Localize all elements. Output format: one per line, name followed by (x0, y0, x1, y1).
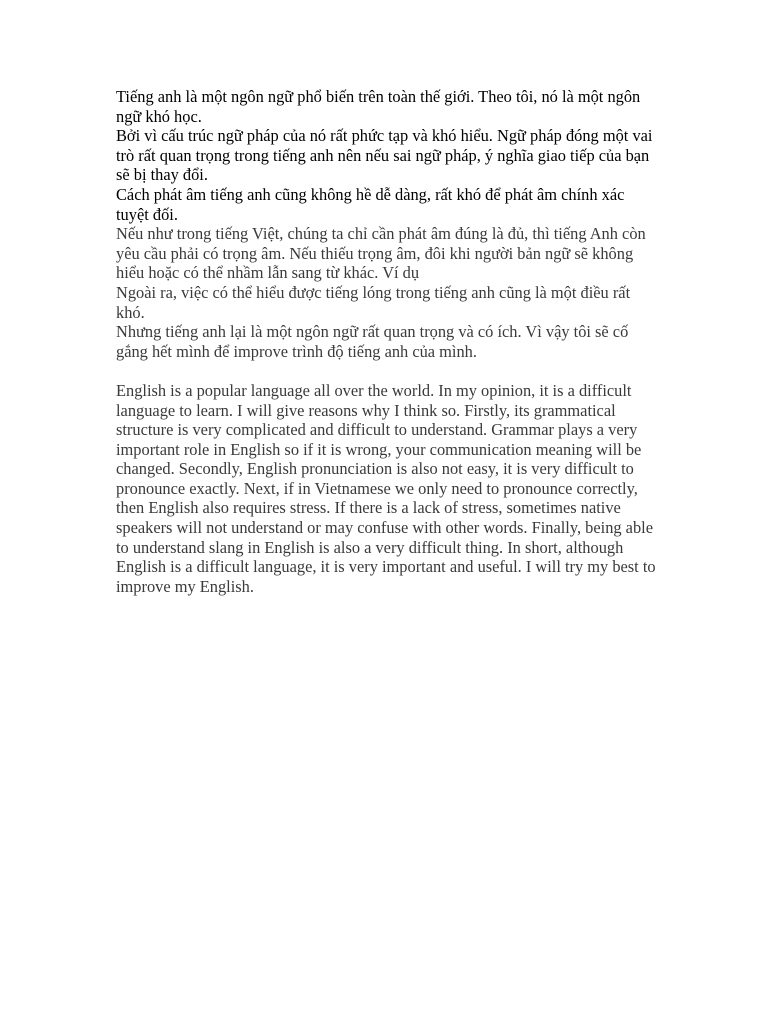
document-body (116, 87, 656, 596)
vietnamese-paragraph-2: Bởi vì cấu trúc ngữ pháp của nó rất phức tạp và khó hiểu. Ngữ pháp đóng một vai trò rất quan trọng trong tiếng anh nên nếu sai ngữ pháp, ý nghĩa giao tiếp của bạn sẽ bị thay đổi. (116, 126, 653, 185)
vietnamese-paragraph-6: Nhưng tiếng anh lại là một ngôn ngữ rất quan trọng và có ích. Vì vậy tôi sẽ cố gắng hết mình để improve trình độ tiếng anh của mình. (116, 322, 629, 361)
vietnamese-paragraph-1: Tiếng anh là một ngôn ngữ phổ biến trên toàn thế giới. Theo tôi, nó là một ngôn ngữ khó học. (116, 87, 641, 126)
vietnamese-paragraph-5: Ngoài ra, việc có thể hiểu được tiếng lóng trong tiếng anh cũng là một điều rất khó. (116, 282, 631, 322)
english-paragraph: English is a popular language all over the world. In my opinion, it is a difficult language to learn. I will give reasons why I think so. Firstly, its grammatical structure is very complicated and difficult to understand. Grammar plays a very important role in English so if it is wrong, your communication meaning will be changed. Secondly, English pronunciation is also not easy, it is very difficult to pronounce exactly. Next, if in Vietnamese we only need to pronounce correctly, then English also requires stress. If there is a lack of stress, sometimes native speakers will not understand or may confuse with other words. Finally, being able to understand slang in English is also a very difficult thing. In short, although English is a difficult language, it is very important and useful. I will try my best to improve my English. (116, 380, 656, 596)
vietnamese-paragraph-4: Nếu như trong tiếng Việt, chúng ta chỉ cần phát âm đúng là đủ, thì tiếng Anh còn yêu cầu phải có trọng âm. Nếu thiếu trọng âm, đôi khi người bản ngữ sẽ không hiểu hoặc có thể nhầm lẫn sang từ khác. Ví dụ (116, 224, 646, 283)
paragraph-spacer (116, 361, 656, 381)
vietnamese-paragraph-3: Cách phát âm tiếng anh cũng không hề dễ dàng, rất khó để phát âm chính xác tuyệt đối. (116, 184, 625, 224)
